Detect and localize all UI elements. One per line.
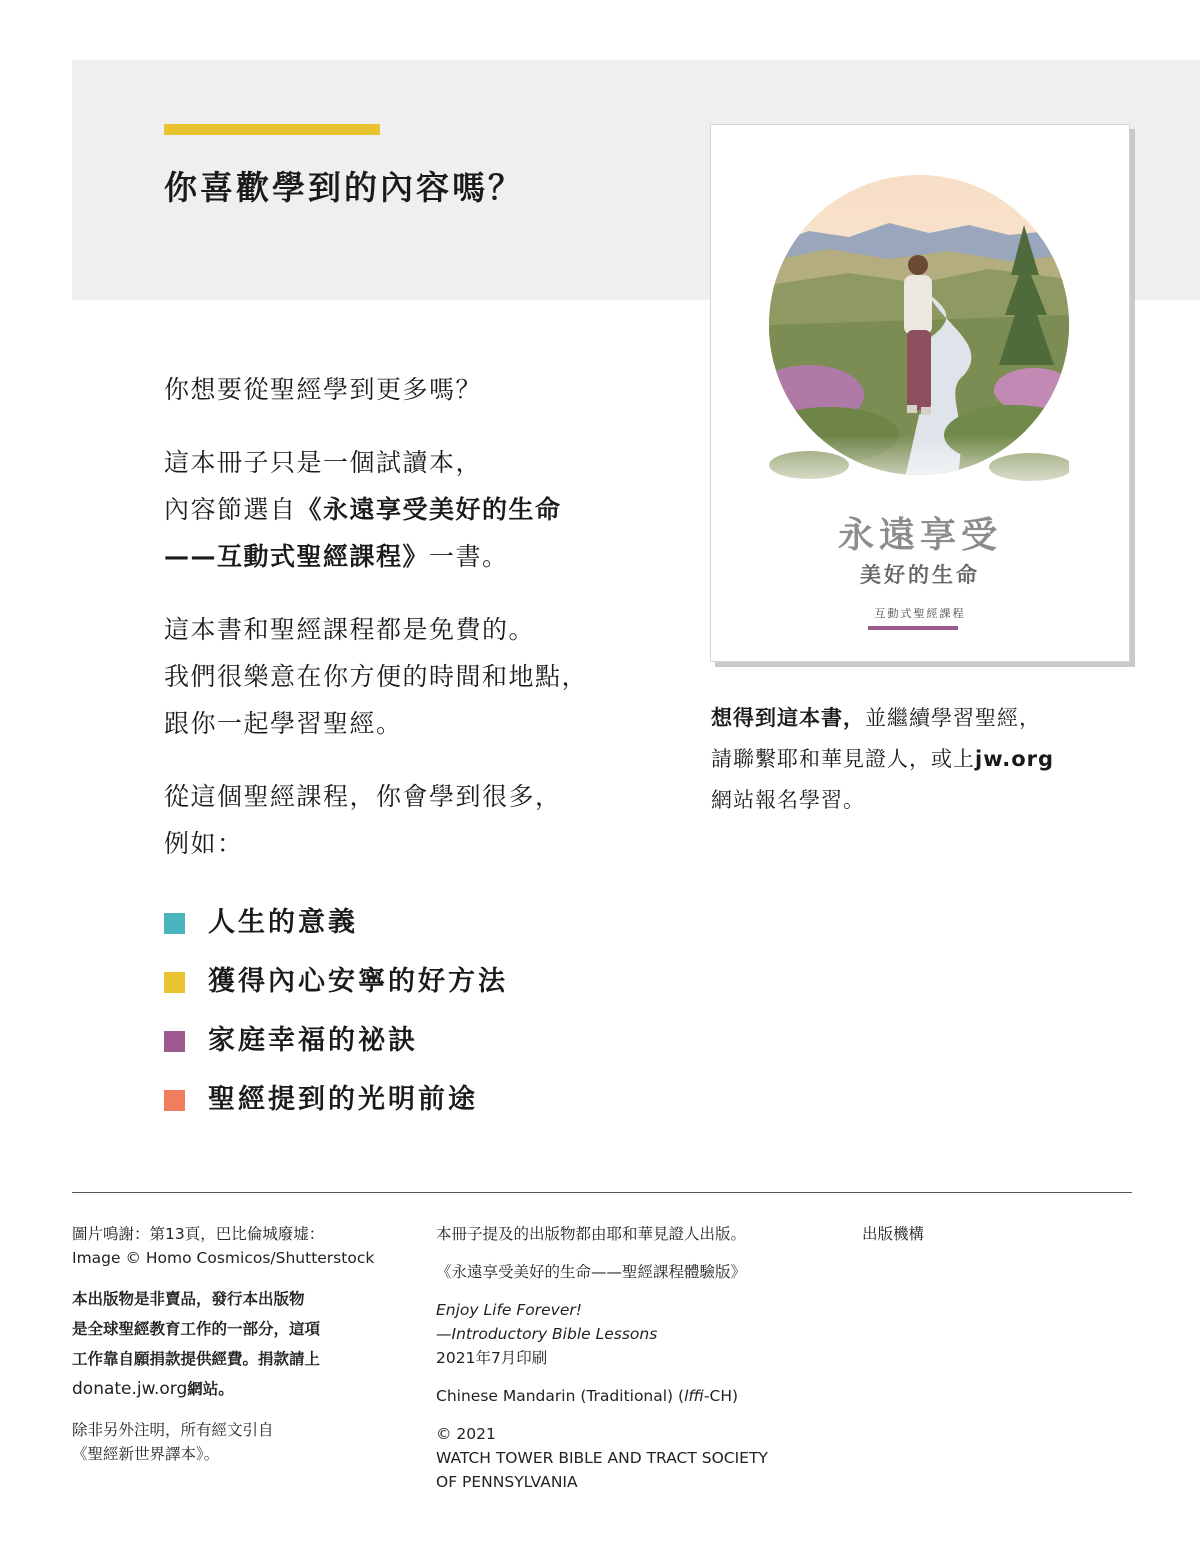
call-to-action (711, 698, 1151, 821)
bullet-square-icon (164, 1090, 185, 1111)
intro-line: 從這個聖經課程，你會學到很多， (164, 782, 562, 811)
list-item (164, 1077, 508, 1136)
copyright-line: © 2021 (436, 1425, 496, 1443)
intro-line: 內容節選自 (164, 495, 297, 524)
notice-line: 是全球聖經教育工作的一部分，這項 (72, 1320, 321, 1338)
book-cover-accent-line (868, 626, 958, 630)
book-cover-subtitle: 互動式聖經課程 (874, 607, 966, 620)
intro-line: 我們很樂意在你方便的時間和地點， (164, 662, 589, 691)
intro-paragraph-4 (164, 773, 684, 867)
intro-line: 這本書和聖經課程都是免費的。 (164, 615, 536, 644)
publisher-note: 本冊子提及的出版物都由耶和華見證人出版。 (436, 1225, 747, 1243)
jw-org-link[interactable]: jw.org (975, 747, 1055, 771)
accent-bar (164, 124, 380, 135)
scripture-line: 《聖經新世界譯本》。 (72, 1445, 220, 1463)
english-title (436, 1298, 826, 1370)
bullet-square-icon (164, 972, 185, 993)
print-date: 2021年7月印刷 (436, 1349, 548, 1367)
english-title-line: —Introductory Bible Lessons (436, 1325, 658, 1343)
cta-line: 網站報名學習。 (711, 788, 865, 812)
scripture-note (72, 1418, 392, 1466)
footer-column-publisher (862, 1222, 1062, 1260)
intro-line: 跟你一起學習聖經。 (164, 709, 403, 738)
book-cover-title-line2: 美好的生命 (860, 563, 980, 587)
footer-divider (72, 1192, 1132, 1193)
intro-question: 你想要從聖經學到更多嗎？ (164, 375, 483, 404)
topic-list (164, 900, 508, 1136)
bullet-square-icon (164, 1031, 185, 1052)
copyright-line: OF PENNSYLVANIA (436, 1473, 578, 1491)
topic-label: 獲得內心安寧的好方法 (208, 966, 508, 997)
book-title-reference: 《永遠享受美好的生命 (296, 495, 562, 524)
credit-line: 圖片鳴謝：第13頁，巴比倫城廢墟： (72, 1225, 325, 1243)
notice-line: 網站。 (187, 1380, 234, 1398)
copyright-line: WATCH TOWER BIBLE AND TRACT SOCIETY (436, 1449, 768, 1467)
notice-line: 本出版物是非賣品，發行本出版物 (72, 1290, 305, 1308)
list-item (164, 1018, 508, 1077)
language-text: -CH) (703, 1387, 739, 1405)
english-title-line: Enjoy Life Forever! (436, 1301, 582, 1319)
intro-line: 這本冊子只是一個試讀本， (164, 448, 483, 477)
booklet-title: 《永遠享受美好的生命——聖經課程體驗版》 (436, 1263, 747, 1281)
intro-text (164, 366, 684, 893)
language-code: lffi (684, 1387, 704, 1405)
scripture-line: 除非另外注明，所有經文引自 (72, 1421, 274, 1439)
donation-notice (72, 1284, 392, 1404)
language-text: Chinese Mandarin (Traditional) ( (436, 1387, 685, 1405)
image-credit (72, 1222, 392, 1270)
topic-label: 人生的意義 (208, 907, 358, 938)
book-title-reference: ——互動式聖經課程》 (164, 542, 430, 571)
cta-emphasis: 想得到這本書， (711, 706, 865, 730)
notice-line: 工作靠自願捐款提供經費。捐款請上 (72, 1350, 321, 1368)
intro-line: 一書。 (429, 542, 509, 571)
cta-line: 請聯繫耶和華見證人，或上 (711, 747, 975, 771)
cta-line: 並繼續學習聖經， (865, 706, 1041, 730)
topic-label: 聖經提到的光明前途 (208, 1084, 478, 1115)
list-item (164, 959, 508, 1018)
publisher-label: 出版機構 (862, 1225, 925, 1243)
book-cover-title: 永遠享受 (837, 515, 1002, 556)
footer-column-publication (436, 1222, 826, 1508)
landscape-illustration (769, 165, 1069, 505)
language-line (436, 1384, 826, 1408)
footer-column-credits (72, 1222, 392, 1480)
bullet-square-icon (164, 913, 185, 934)
page-title: 你喜歡學到的內容嗎？ (164, 168, 524, 207)
donate-link[interactable]: donate.jw.org (72, 1379, 188, 1399)
list-item (164, 900, 508, 959)
credit-line: Image © Homo Cosmicos/Shutterstock (72, 1249, 375, 1267)
intro-line: 例如： (164, 829, 244, 858)
intro-paragraph-2 (164, 439, 684, 580)
book-cover (710, 124, 1130, 662)
topic-label: 家庭幸福的祕訣 (208, 1025, 418, 1056)
intro-paragraph-1 (164, 366, 684, 413)
intro-paragraph-3 (164, 606, 684, 747)
copyright (436, 1422, 826, 1494)
